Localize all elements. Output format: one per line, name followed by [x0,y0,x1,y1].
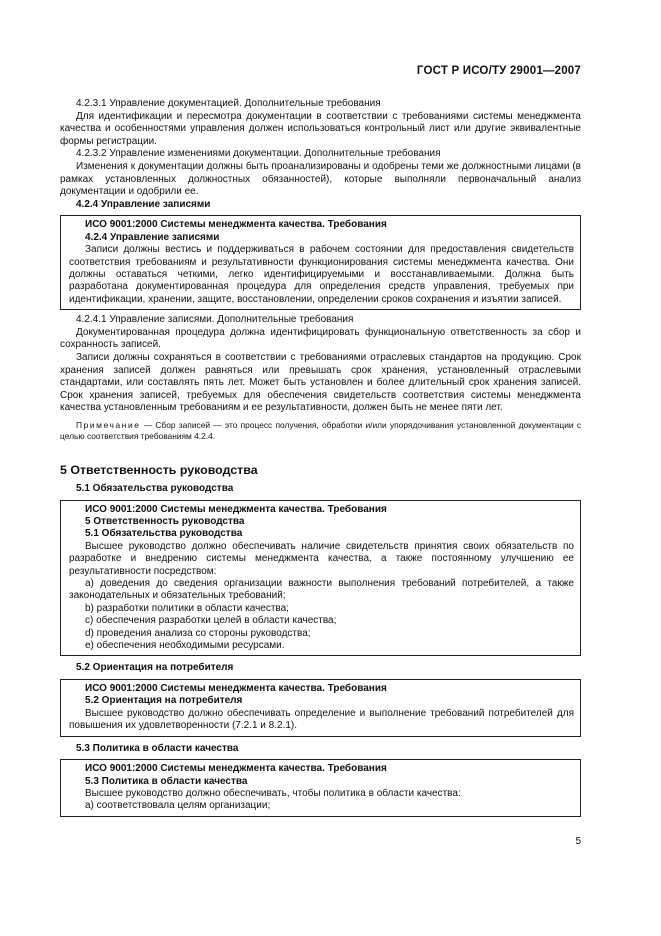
list-item: d) проведения анализа со стороны руководства; [85,627,311,639]
note-label: Примечание [76,419,141,430]
section-4232-title: 4.2.3.2 Управление изменениями документации. Дополнительные требования [76,148,441,160]
box-subheading: 5.2 Ориентация на потребителя [85,695,243,707]
section-51-title: 5.1 Обязательства руководства [76,482,234,494]
section-4241-para2: Записи должны сохраняться в соответствии с требованиями отраслевых стандартов на продукцию. Срок хранения записей должен равняться или превышать срок хранения, установленный отраслевыми стандартами, или составлять пять лет. Может быть установлен и более длительный срок хранения записей. Срок хранения записей, требуемых для обеспечения свидетельств соответствия системы менеджмента качества установленным требованиям и ее результативности, должен быть не менее пяти лет. [60,351,581,414]
box-subheading: 5.3 Политика в области качества [85,775,248,787]
section-424-title: 4.2.4 Управление записями [76,198,211,210]
list-item: c) обеспечения разработки целей в области качества; [85,615,337,627]
box-header: ИСО 9001:2000 Системы менеджмента качества. Требования [85,219,387,231]
section-4232-text: Изменения к документации должны быть проанализированы и одобрены теми же должностными лицами (в рамках установленных должностных обязанностей), которые выполняли первоначальный анализ документации и одобрили ее. [60,160,581,198]
page-header: ГОСТ Р ИСО/ТУ 29001—2007 [416,65,581,77]
box-header: ИСО 9001:2000 Системы менеджмента качества. Требования [85,503,387,515]
section-4231-title: 4.2.3.1 Управление документацией. Дополнительные требования [76,98,381,109]
box-text: Записи должны вестись и поддерживаться в рабочем состоянии для предоставления свидетельств соответствия требованиям и результативности функционирования системы менеджмента качества. Они должны оставаться четкими, легко идентифицируемыми и восстанавливаемыми. Должна быть разработана документированная процедура для определения средств управления, требуемых при идентификации, хранении, защите, восстановлении, определении сроков сохранения и изъятии записей. [69,244,574,305]
iso-quote-box-53 [60,759,581,817]
page-body [60,98,581,821]
box-header: ИСО 9001:2000 Системы менеджмента качества. Требования [85,683,387,694]
list-item: a) соответствовала целям организации; [85,800,271,812]
box-text: Высшее руководство должно обеспечивать, чтобы политика в области качества: [85,788,461,800]
section-5-heading: 5 Ответственность руководства [60,462,258,477]
iso-quote-box-424 [60,215,581,310]
section-52-title: 5.2 Ориентация на потребителя [76,662,234,674]
iso-quote-box-52 [60,679,581,737]
box-text: Высшее руководство должно обеспечивать наличие свидетельств принятия своих обязательств по разработке и внедрению системы менеджмента качества, а также постоянному улучшению ее результативности посредством: [69,540,574,577]
list-item: b) разработки политики в области качества; [85,602,289,614]
section-4231-text: Для идентификации и пересмотра документации в соответствии с требованиями системы менеджмента качества и особенностями управления должен использоваться контрольный лист или другие эквивалентные формы регистрации. [60,110,581,147]
note [60,420,581,443]
box-text: Высшее руководство должно обеспечивать определение и выполнение требований потребителей для повышения их удовлетворенности (7.2.1 и 8.2.1). [69,707,574,732]
section-4241-title: 4.2.4.1 Управление записями. Дополнительные требования [76,314,354,326]
section-53-title: 5.3 Политика в области качества [76,742,239,754]
page-number: 5 [575,836,581,847]
list-item: a) доведения до сведения организации важности выполнения требований потребителей, а также законодательных и обязательных требований; [69,577,574,602]
box-subheading: 4.2.4 Управление записями [85,231,220,243]
list-item: e) обеспечения необходимыми ресурсами. [85,640,285,651]
section-4241-para1: Документированная процедура должна идентифицировать функциональную ответственность за сбор и сохранность записей. [60,326,581,351]
box-subheading: 5.1 Обязательства руководства [85,528,243,540]
box-subheading: 5 Ответственность руководства [85,515,245,527]
box-header: ИСО 9001:2000 Системы менеджмента качества. Требования [85,763,387,775]
iso-quote-box-51 [60,500,581,657]
note-text: — Сбор записей — это процесс получения, обработки и/или упорядочивания установленной документации с целью соответствия требованиям 4.2.4. [60,419,582,442]
